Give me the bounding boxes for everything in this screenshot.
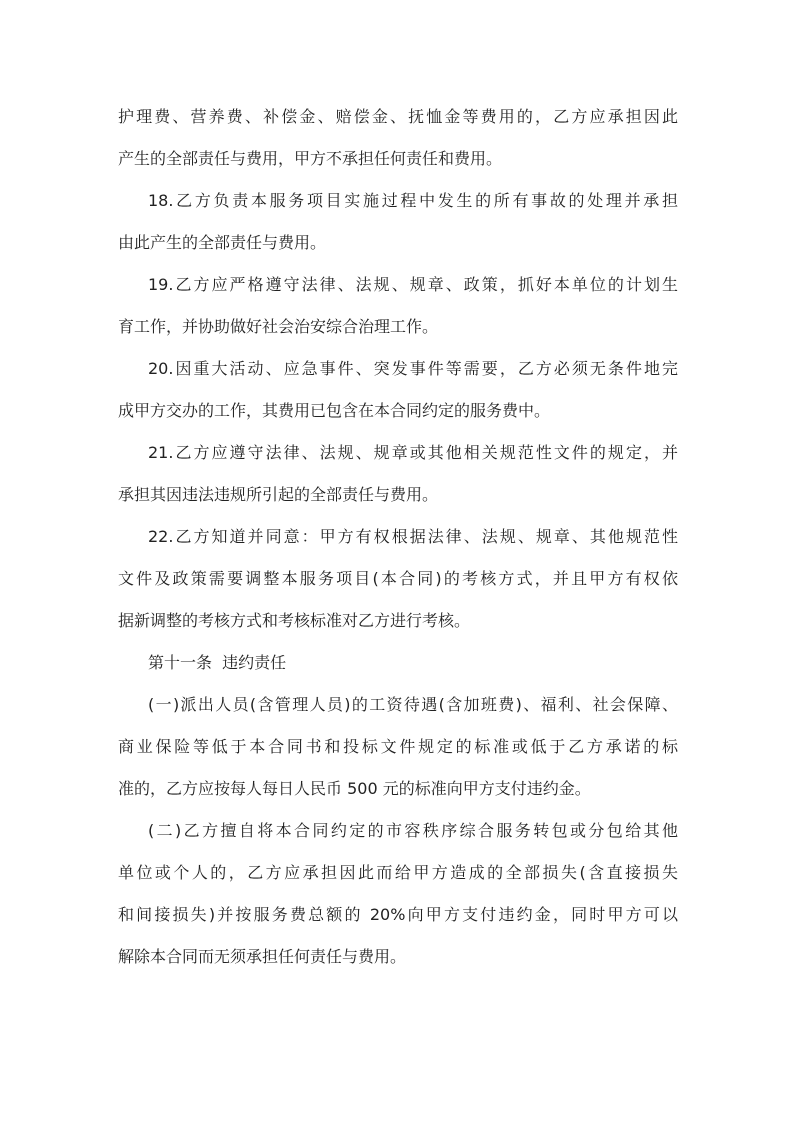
paragraph-17-line-2: 护理费、营养费、补偿金、赔偿金、抚恤金等费用的，乙方应承担因此 xyxy=(118,107,678,126)
breach-2-line-4: 解除本合同而无须承担任何责任与费用。 xyxy=(118,947,407,966)
clause-20-line-1: 20.因重大活动、应急事件、突发事件等需要，乙方必须无条件地完 xyxy=(148,359,678,378)
clause-21-line-2: 承担其因违法违规所引起的全部责任与费用。 xyxy=(118,485,439,504)
breach-1-line-3: 准的，乙方应按每人每日人民币 500 元的标准向甲方支付违约金。 xyxy=(118,779,591,798)
paragraph-17-line-3: 产生的全部责任与费用，甲方不承担任何责任和费用。 xyxy=(118,149,503,168)
clause-19-line-2: 育工作，并协助做好社会治安综合治理工作。 xyxy=(118,317,439,336)
breach-1-line-1: (一)派出人员(含管理人员)的工资待遇(含加班费)、福利、社会保障、 xyxy=(148,695,678,714)
clause-22-line-3: 据新调整的考核方式和考核标准对乙方进行考核。 xyxy=(118,611,471,630)
clause-18-line-2: 由此产生的全部责任与费用。 xyxy=(118,233,327,252)
clause-18-line-1: 18.乙方负责本服务项目实施过程中发生的所有事故的处理并承担 xyxy=(148,191,678,210)
breach-2-line-3: 和间接损失)并按服务费总额的 20%向甲方支付违约金，同时甲方可以 xyxy=(118,905,678,924)
breach-2-line-2: 单位或个人的，乙方应承担因此而给甲方造成的全部损失(含直接损失 xyxy=(118,863,678,882)
clause-21-line-1: 21.乙方应遵守法律、法规、规章或其他相关规范性文件的规定，并 xyxy=(148,443,678,462)
clause-19-line-1: 19.乙方应严格遵守法律、法规、规章、政策，抓好本单位的计划生 xyxy=(148,275,678,294)
clause-20-line-2: 成甲方交办的工作，其费用已包含在本合同约定的服务费中。 xyxy=(118,401,551,420)
clause-22-line-1: 22.乙方知道并同意：甲方有权根据法律、法规、规章、其他规范性 xyxy=(148,527,678,546)
breach-1-line-2: 商业保险等低于本合同书和投标文件规定的标准或低于乙方承诺的标 xyxy=(118,737,678,756)
article-11-heading: 第十一条 违约责任 xyxy=(148,653,287,672)
breach-2-line-1: (二)乙方擅自将本合同约定的市容秩序综合服务转包或分包给其他 xyxy=(148,821,678,840)
clause-22-line-2: 文件及政策需要调整本服务项目(本合同)的考核方式，并且甲方有权依 xyxy=(118,569,678,588)
